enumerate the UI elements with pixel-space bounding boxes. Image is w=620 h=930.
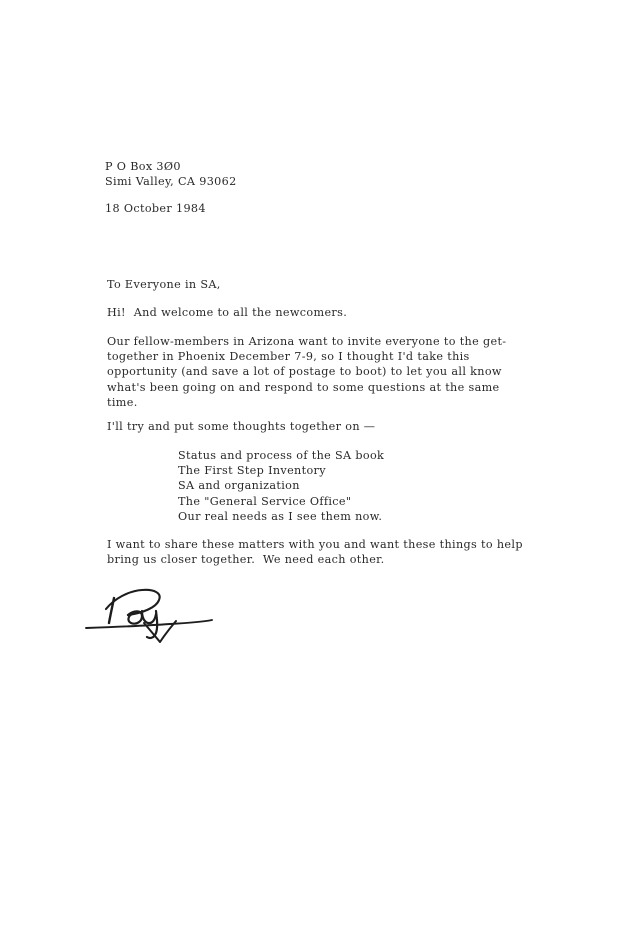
topic-list-item: SA and organization [178,479,300,493]
paragraph-closing [107,537,523,567]
city-state-zip-line: Simi Valley, CA 93062 [105,175,237,189]
letter-date: 18 October 1984 [105,202,206,215]
topic-list-item: Status and process of the SA book [178,449,385,462]
return-address-block [105,159,237,189]
greeting-line: Hi! And welcome to all the newcomers. [107,306,348,319]
paragraph-line: together in Phoenix December 7-9, so I thought I'd take this [107,350,470,364]
topic-list-item: The "General Service Office" [178,494,352,508]
topic-list [178,448,384,524]
salutation: To Everyone in SA, [107,278,221,291]
topic-list-item: The First Step Inventory [178,464,326,478]
paragraph-line: what's been going on and respond to some questions at the same [107,380,500,394]
paragraph-line: opportunity (and save a lot of postage to boot) to let you all know [107,365,502,379]
po-box-line: P O Box 3Ø0 [105,160,181,173]
paragraph-invitation [107,334,506,410]
paragraph-line: time. [107,395,138,409]
signature [84,583,284,645]
signature-ink [84,583,284,645]
paragraph-line: Our fellow-members in Arizona want to invite everyone to the get- [107,335,507,348]
paragraph-line: bring us closer together. We need each other. [107,553,385,567]
topic-list-item: Our real needs as I see them now. [178,509,383,523]
paragraph-line: I want to share these matters with you and want these things to help [107,538,523,551]
paragraph-topic-intro: I'll try and put some thoughts together on — [107,420,376,433]
